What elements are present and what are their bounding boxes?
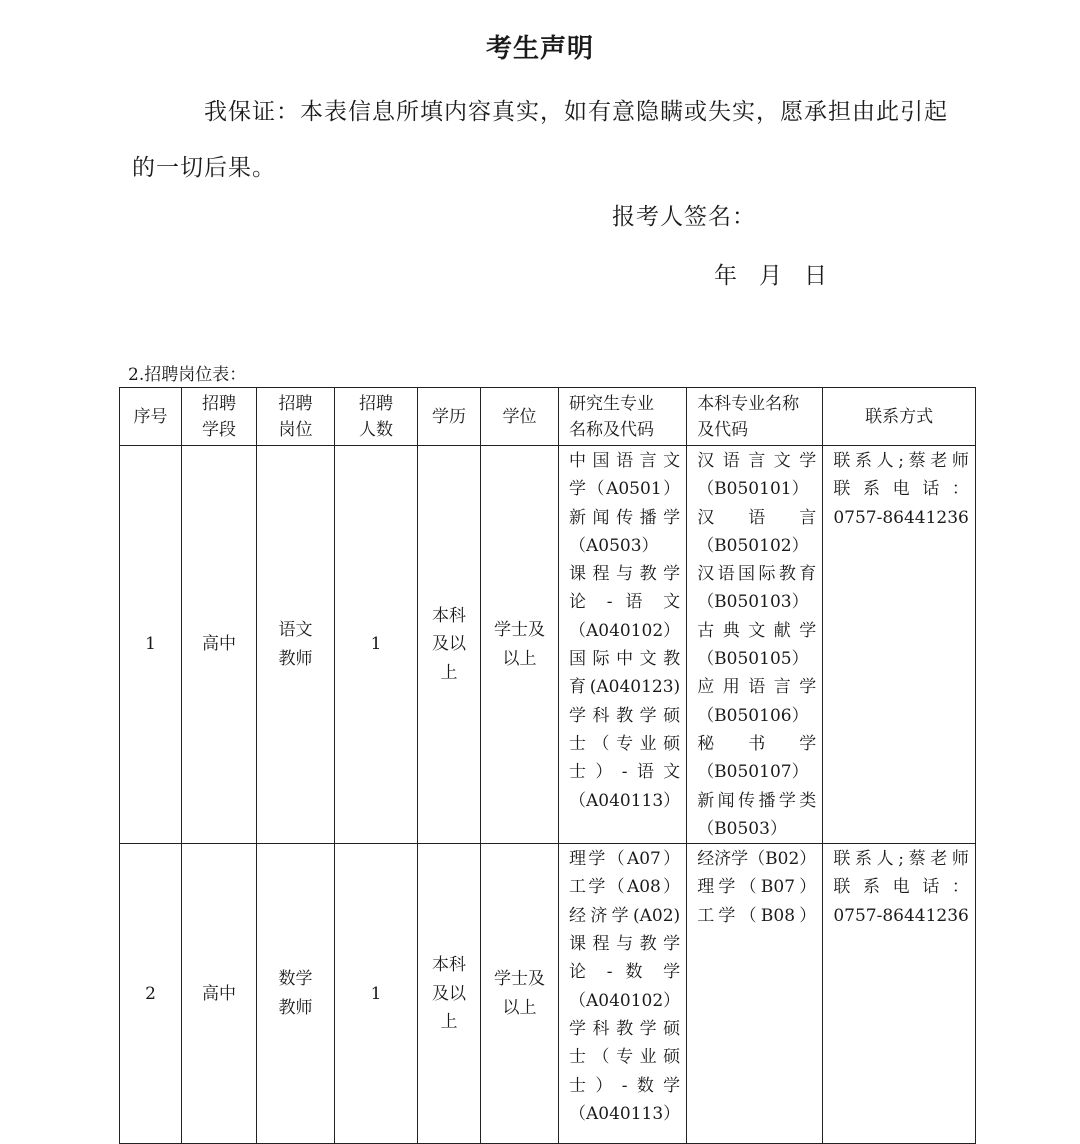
cell-line: 论 - 数 学 (569, 962, 681, 983)
header-seq: 序号 (120, 388, 182, 446)
recruitment-table (119, 387, 976, 1144)
table-header-row (120, 388, 976, 446)
cell-line: （A0503） (569, 535, 659, 556)
header-stage: 招聘 学段 (182, 388, 257, 446)
table-row (120, 844, 976, 1144)
cell-line: （B050107） (697, 762, 809, 783)
cell-line: 理学（B07） (697, 877, 817, 898)
header-education: 学历 (418, 388, 481, 446)
cell-line: 中国语言文 (569, 451, 681, 471)
cell-line: 课程与教学 (569, 564, 681, 585)
date-day: 日 (804, 263, 827, 289)
cell-line: 经济学(A02) (569, 905, 681, 926)
cell-line: 0757-86441236 (833, 905, 969, 926)
cell-line: 士（专业硕 (569, 733, 681, 754)
cell-line: 汉语国际教育 (697, 564, 817, 585)
cell-count: 1 (335, 446, 418, 844)
cell-line: （B0503） (697, 818, 787, 839)
cell-degree: 学士及 以上 (481, 844, 559, 1144)
header-undergrad-major: 本科专业名称 及代码 (687, 388, 823, 446)
cell-count: 1 (335, 844, 418, 1144)
cell-education: 本科 及以 上 (418, 446, 481, 844)
cell-line: （B050103） (697, 592, 809, 613)
cell-line: 士）-语文 (569, 762, 681, 783)
cell-stage: 高中 (182, 446, 257, 844)
cell-line: 新闻传播学类 (697, 790, 817, 811)
cell-seq: 1 (120, 446, 182, 844)
cell-undergrad-majors (687, 446, 823, 844)
cell-post: 语文 教师 (257, 446, 335, 844)
cell-line: 学（A0501） (569, 479, 681, 500)
declaration-text: 我保证：本表信息所填内容真实，如有意隐瞒或失实，愿承担由此引起的一切后果。 (132, 99, 948, 181)
cell-line: 工学（A08） (569, 877, 681, 898)
cell-line: 经济学（B02） (697, 849, 817, 870)
header-graduate-major: 研究生专业 名称及代码 (559, 388, 687, 446)
cell-line: 应用语言学 (697, 677, 817, 698)
cell-line: （A040102） (569, 620, 681, 641)
cell-line: 士（专业硕 (569, 1047, 681, 1068)
cell-seq: 2 (120, 844, 182, 1144)
cell-line: 国际中文教 (569, 649, 681, 670)
cell-line: 理学（A07） (569, 849, 681, 870)
cell-line: 0757-86441236 (833, 507, 969, 528)
cell-line: （B050102） (697, 535, 809, 556)
page-title: 考生声明 (485, 34, 594, 64)
date-year: 年 (714, 263, 737, 289)
cell-line: 联系电话： (833, 877, 969, 898)
signature-label: 报考人签名： (612, 204, 756, 230)
header-post: 招聘 岗位 (257, 388, 335, 446)
signature-date (714, 257, 849, 290)
cell-undergrad-majors (687, 844, 823, 1144)
cell-line: 学科教学硕 (569, 705, 681, 726)
cell-line: （B050105） (697, 649, 809, 670)
cell-line: 古典文献学 (697, 620, 817, 641)
cell-line: （A040113） (569, 1103, 681, 1124)
cell-line: 联系人;蔡老师 (833, 849, 969, 870)
cell-line: 汉语言文学 (697, 451, 817, 471)
cell-line: 育(A040123) (569, 677, 681, 698)
cell-contact (823, 844, 976, 1144)
cell-degree: 学士及 以上 (481, 446, 559, 844)
header-count: 招聘 人数 (335, 388, 418, 446)
cell-post: 数学 教师 (257, 844, 335, 1144)
cell-education: 本科 及以 上 (418, 844, 481, 1144)
cell-graduate-majors (559, 446, 687, 844)
cell-line: 汉 语 言 (697, 507, 817, 528)
cell-line: 论 - 语 文 (569, 592, 681, 613)
cell-line: （B050101） (697, 479, 809, 500)
table-row (120, 446, 976, 844)
header-contact: 联系方式 (823, 388, 976, 446)
cell-line: （A040102） (569, 990, 681, 1011)
cell-line: 学科教学硕 (569, 1018, 681, 1039)
cell-contact (823, 446, 976, 844)
cell-stage: 高中 (182, 844, 257, 1144)
cell-line: 士）-数学 (569, 1075, 681, 1096)
cell-line: 联系人;蔡老师 (833, 451, 969, 471)
header-degree: 学位 (481, 388, 559, 446)
cell-line: 课程与教学 (569, 934, 681, 955)
cell-line: 联系电话： (833, 479, 969, 500)
table-caption: 2.招聘岗位表： (128, 365, 247, 385)
cell-line: 工学（B08） (697, 905, 817, 926)
cell-graduate-majors (559, 844, 687, 1144)
cell-line: 新闻传播学 (569, 507, 681, 528)
date-month: 月 (759, 263, 782, 289)
cell-line: （A040113） (569, 790, 681, 811)
cell-line: 秘 书 学 (697, 733, 817, 754)
cell-line: （B050106） (697, 705, 809, 726)
